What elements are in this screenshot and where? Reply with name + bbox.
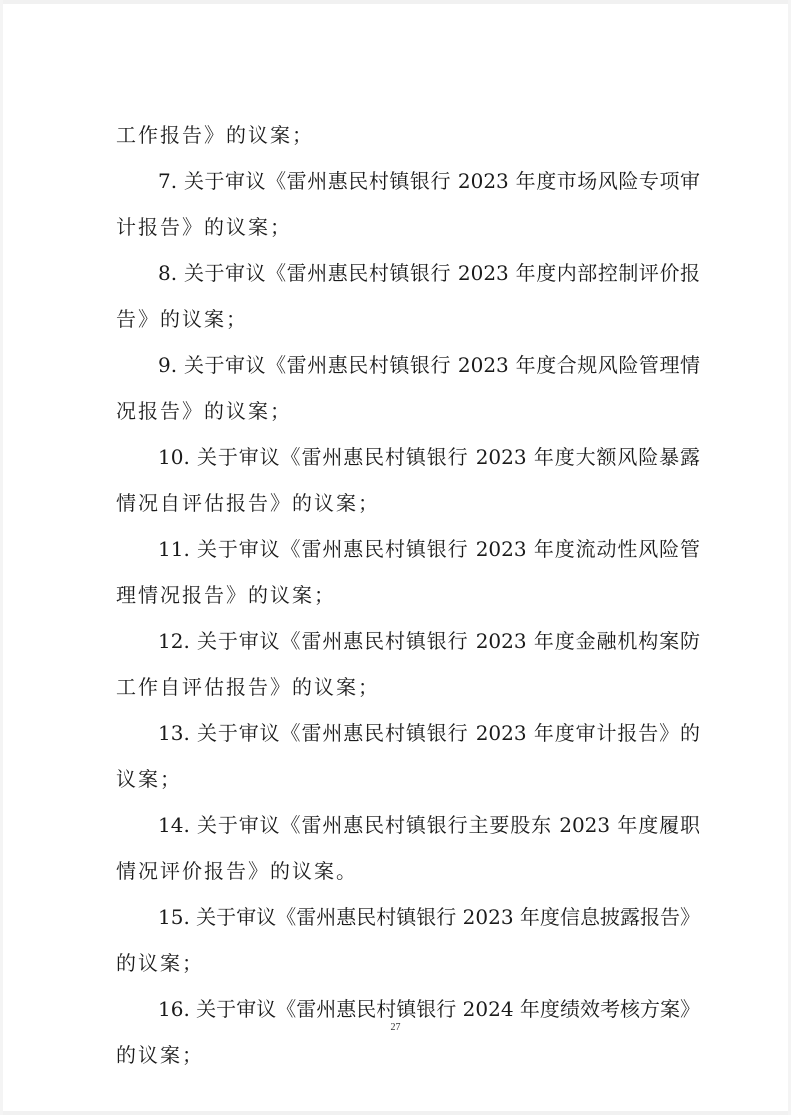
text-line: 计报告》的议案； xyxy=(116,215,292,239)
agenda-item-8: 8. 关于审议《雷州惠民村镇银行 2023 年度内部控制评价报 xyxy=(158,261,700,285)
text-line: 议案； xyxy=(116,767,182,791)
text-line: 理情况报告》的议案； xyxy=(116,583,336,607)
document-body xyxy=(116,112,700,1078)
text-line: 况报告》的议案； xyxy=(116,399,292,423)
text-line: 工作报告》的议案； xyxy=(116,123,314,147)
scan-border-bottom xyxy=(0,1111,791,1115)
agenda-item-13: 13. 关于审议《雷州惠民村镇银行 2023 年度审计报告》的 xyxy=(158,721,700,745)
agenda-item-16: 16. 关于审议《雷州惠民村镇银行 2024 年度绩效考核方案》 xyxy=(158,997,700,1021)
agenda-item-14: 14. 关于审议《雷州惠民村镇银行主要股东 2023 年度履职 xyxy=(158,813,700,837)
page-number: 27 xyxy=(390,1022,401,1033)
text-line: 的议案； xyxy=(116,951,204,975)
agenda-item-12: 12. 关于审议《雷州惠民村镇银行 2023 年度金融机构案防 xyxy=(158,629,700,653)
agenda-item-11: 11. 关于审议《雷州惠民村镇银行 2023 年度流动性风险管 xyxy=(158,537,700,561)
text-line: 的议案； xyxy=(116,1043,204,1067)
scan-border-top xyxy=(0,0,791,4)
agenda-item-10: 10. 关于审议《雷州惠民村镇银行 2023 年度大额风险暴露 xyxy=(158,445,700,469)
scan-border-left xyxy=(0,0,3,1115)
agenda-item-7: 7. 关于审议《雷州惠民村镇银行 2023 年度市场风险专项审 xyxy=(158,169,700,193)
text-line: 情况自评估报告》的议案； xyxy=(116,491,380,515)
text-line: 告》的议案； xyxy=(116,307,248,331)
agenda-item-15: 15. 关于审议《雷州惠民村镇银行 2023 年度信息披露报告》 xyxy=(158,905,700,929)
agenda-item-9: 9. 关于审议《雷州惠民村镇银行 2023 年度合规风险管理情 xyxy=(158,353,700,377)
text-line: 情况评价报告》的议案。 xyxy=(116,859,358,883)
text-line: 工作自评估报告》的议案； xyxy=(116,675,380,699)
